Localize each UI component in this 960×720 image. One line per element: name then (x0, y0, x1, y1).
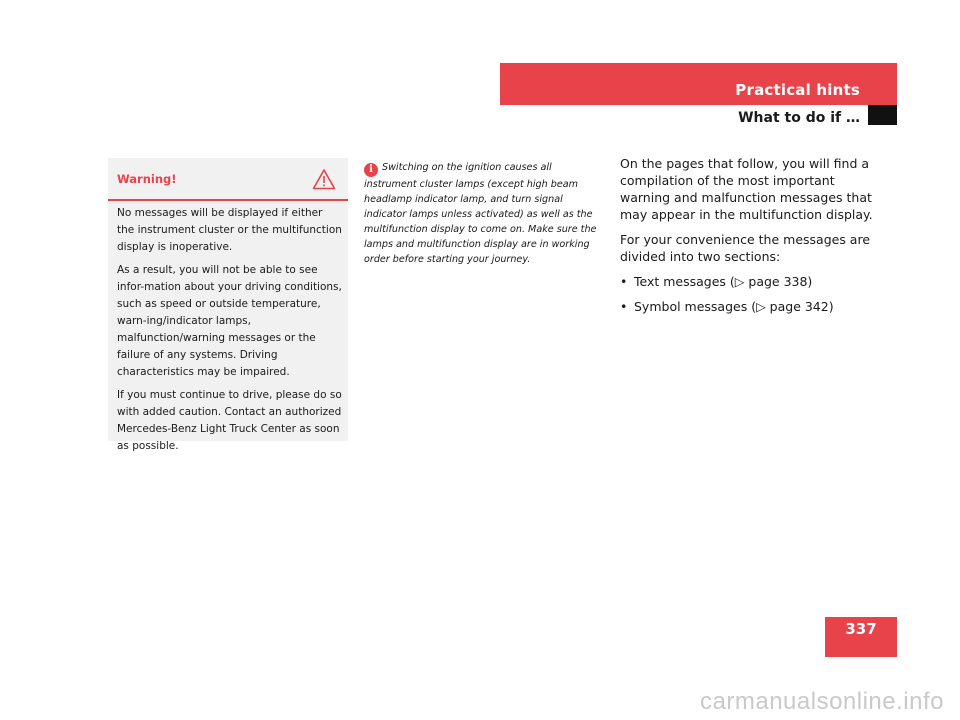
page-number-box (825, 617, 897, 657)
info-note (364, 160, 604, 267)
section-title: Practical hints (735, 81, 860, 99)
warning-header (108, 158, 348, 201)
warning-body (108, 201, 348, 455)
main-text-column (620, 155, 880, 323)
body-paragraph: On the pages that follow, you will find a compilation of the most important warning and malfunction messages that may appear in the multifunction display. (620, 156, 873, 222)
subsection-title: What to do if … (738, 110, 860, 126)
section-list (620, 273, 880, 315)
warning-paragraph: No messages will be displayed if either the instrument cluster or the multifunction display is inoperative. (117, 207, 342, 253)
info-icon: i (364, 163, 378, 177)
body-paragraph: For your convenience the messages are divided into two sections: (620, 232, 871, 264)
section-header-bar (500, 63, 897, 105)
warning-triangle-icon (312, 168, 336, 190)
warning-box (108, 158, 348, 452)
watermark: carmanualsonline.info (700, 688, 944, 715)
header-marker-block (868, 105, 897, 125)
list-item-text-messages: • Text messages (▷ page 338) (620, 273, 880, 290)
page-number: 337 (845, 620, 877, 638)
info-note-text: Switching on the ignition causes all instrument cluster lamps (except high beam headlamp indicator lamp, and turn signal indicator lamps unless activated) as well as the multifunction display to come on. Make sure the lamps and multifunction display are in working order before starting your journey. (364, 162, 597, 265)
list-item-symbol-messages: • Symbol messages (▷ page 342) (620, 298, 880, 315)
warning-paragraph: As a result, you will not be able to see infor-mation about your driving conditions, such as speed or outside temperature, warn-ing/indicator lamps, malfunction/warning messages or the failure of any systems. Driving characteristics may be impaired. (117, 264, 342, 378)
warning-paragraph: If you must continue to drive, please do so with added caution. Contact an authorized Mercedes-Benz Light Truck Center as soon as possible. (117, 389, 342, 452)
warning-title: Warning! (117, 172, 177, 186)
